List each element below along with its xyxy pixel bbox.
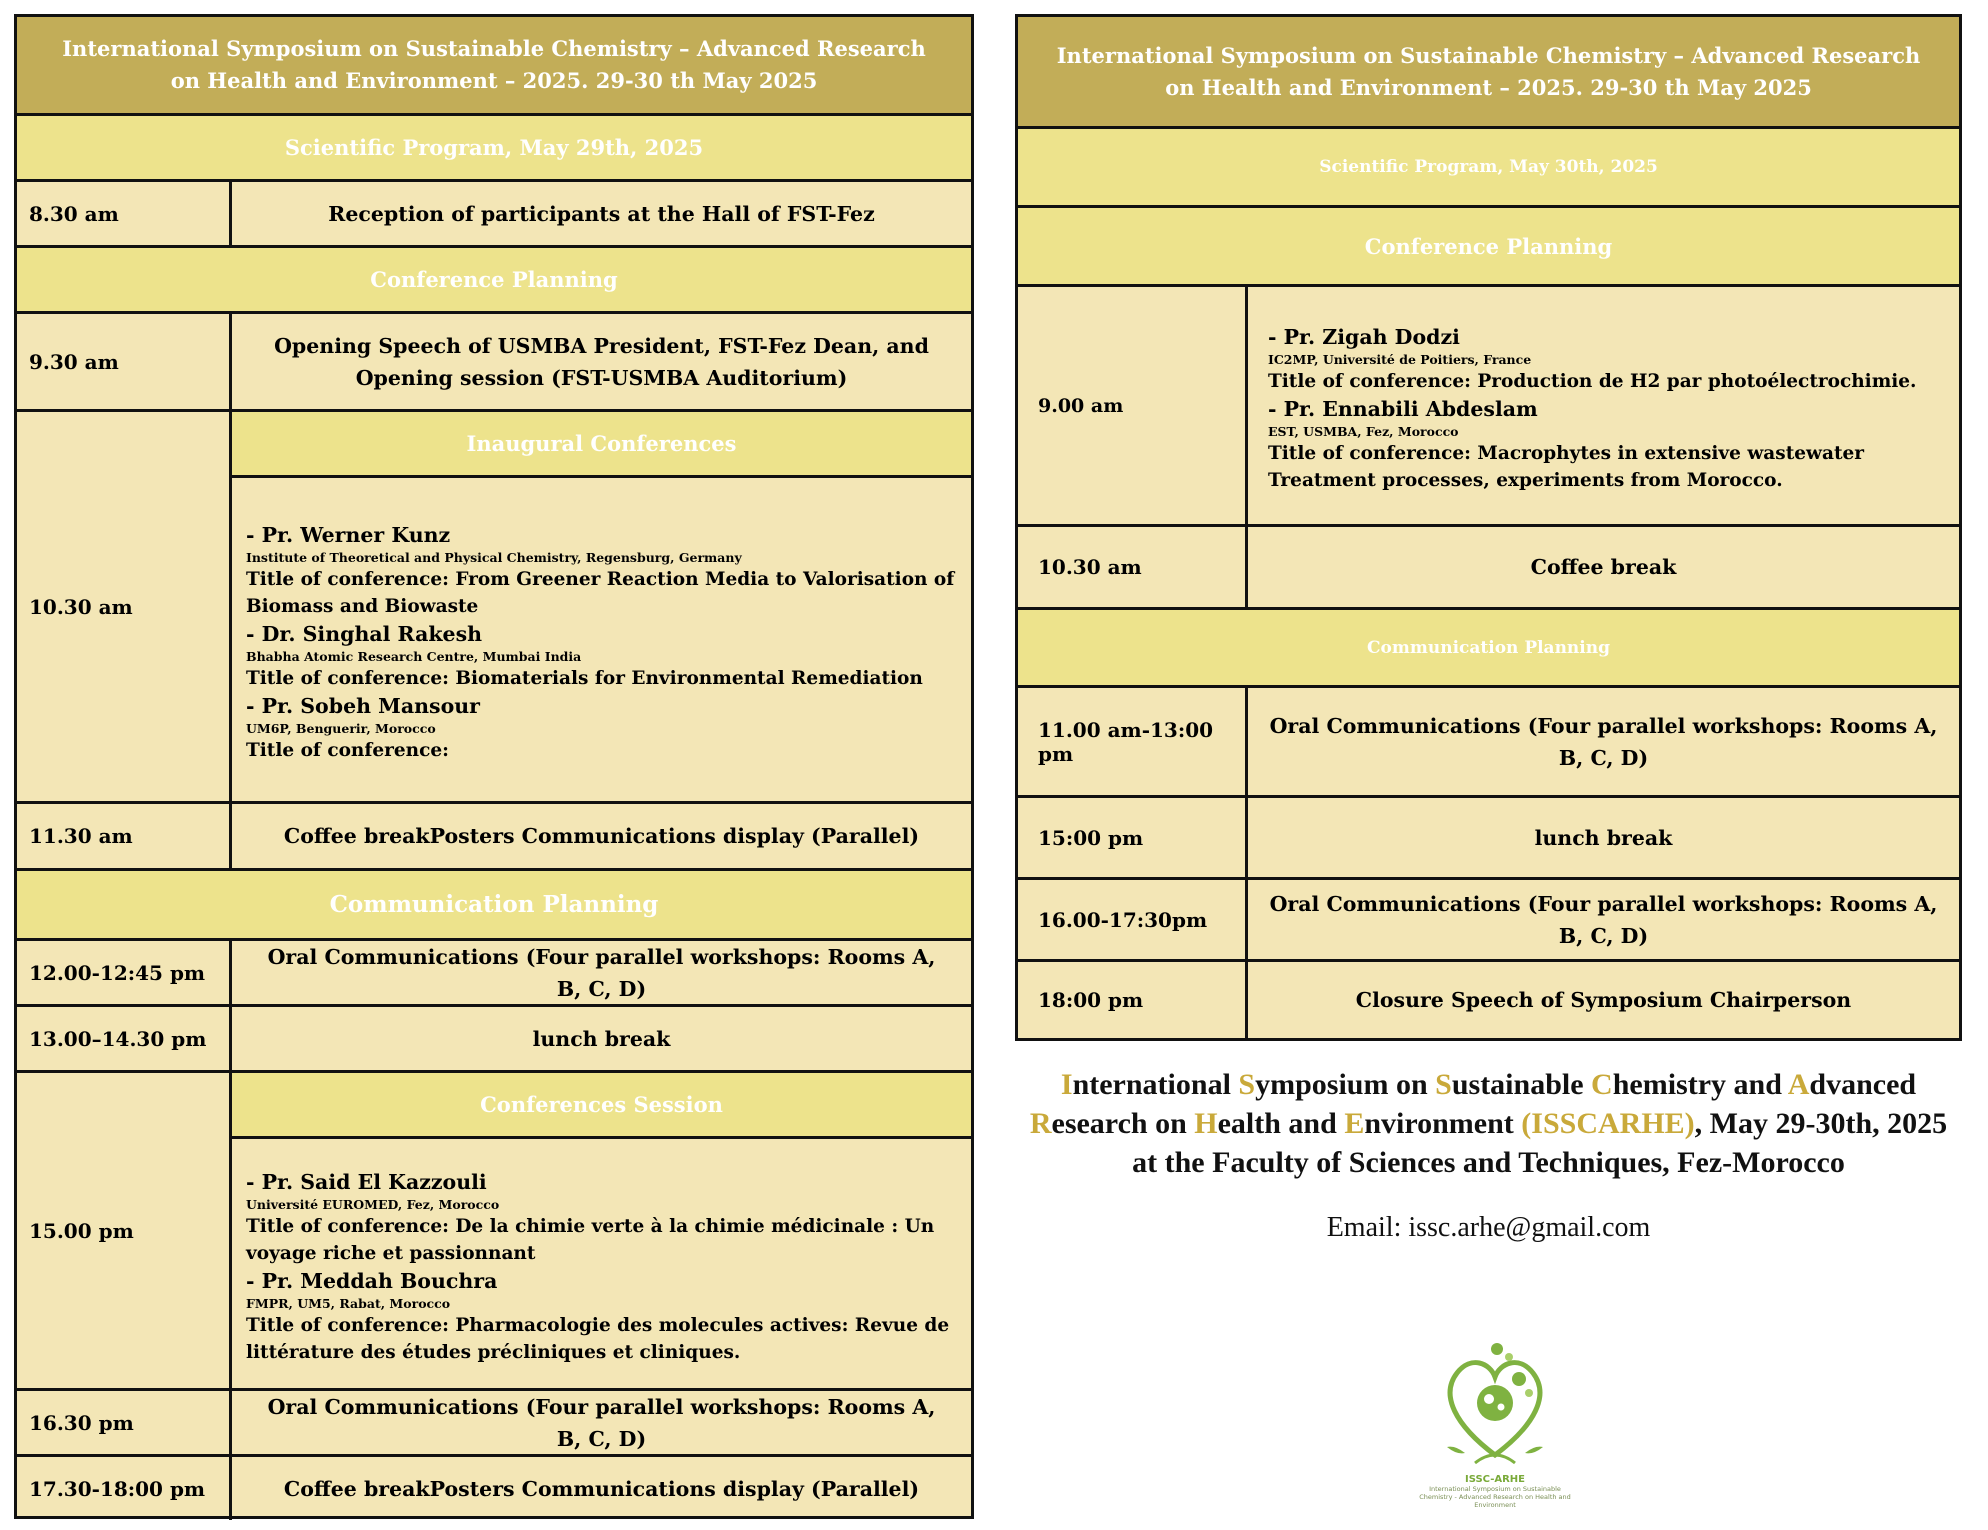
speaker-affiliation: Bhabha Atomic Research Centre, Mumbai India [246,649,582,664]
event-cell: Coffee breakPosters Communications display (Parallel) [283,1476,920,1501]
title-initial: (ISSCARHE) [1521,1107,1695,1140]
day2-closure-row [1018,962,1959,1038]
speaker-entry [1268,395,1945,494]
day1-communication-planning-band [17,871,971,941]
time-cell: 13.00–14.30 pm [17,1007,232,1070]
title-initial: H [1194,1107,1218,1140]
title-initial: A [1787,1068,1810,1101]
speaker-entry [246,1267,957,1366]
event-cell: Closure Speech of Symposium Chairperson [1355,988,1852,1012]
time-cell: 11.00 am-13:00 pm [1018,688,1248,795]
time-cell: 10.30 am [17,412,232,801]
day2-communication-planning-band [1018,610,1959,688]
title-text: hemistry and [1612,1068,1788,1101]
speaker-affiliation: FMPR, UM5, Rabat, Morocco [246,1295,451,1311]
day2-oral1-row [1018,688,1959,798]
speaker-name: - Pr. Zigah Dodzi [1268,325,1460,349]
speaker-name: - Pr. Sobeh Mansour [246,694,480,718]
event-cell: lunch break [1534,825,1673,850]
time-cell: 8.30 am [17,182,232,245]
symposium-footer [1015,1065,1962,1244]
title-text: ealth and [1217,1107,1345,1140]
day2-header-title: International Symposium on Sustainable Chemistry – Advanced Research on Health and Environment – 2025. 29-30 th May 2025 [1056,42,1921,100]
event-cell: Oral Communications (Four parallel workshops: Rooms A, B, C, D) [267,1394,936,1451]
speaker-entry [246,1168,957,1267]
time-cell: 18:00 pm [1018,962,1248,1038]
event-cell: lunch break [532,1026,671,1051]
speaker-name: - Dr. Singhal Rakesh [246,622,483,646]
speaker-entry [246,692,957,764]
event-cell: Oral Communications (Four parallel workshops: Rooms A, B, C, D) [1269,891,1938,948]
speaker-affiliation: IC2MP, Université de Poitiers, France [1268,352,1532,367]
section-label: Conference Planning [1364,233,1613,259]
day2-program-table [1015,14,1962,1041]
title-text: ustainable [1451,1068,1592,1101]
symposium-full-title [1015,1065,1962,1182]
title-text: nvironment [1364,1107,1522,1140]
day1-inaugural-row [17,412,971,804]
day2-program-label [1018,129,1959,208]
speaker-name: - Pr. Said El Kazzouli [246,1169,487,1194]
logo-name: ISSC-ARHE [1464,1474,1526,1485]
day1-coffee1-row [17,804,971,871]
conference-title: Title of conference: Biomaterials for Environmental Remediation [246,668,923,689]
speaker-name: - Pr. Werner Kunz [246,523,451,547]
day1-session-row [17,1073,971,1391]
speaker-name: - Pr. Ennabili Abdeslam [1268,397,1538,421]
title-initial: S [1238,1068,1256,1101]
day2-conf-row [1018,287,1959,527]
section-label: Communication Planning [329,891,659,918]
inaugural-band [232,412,971,478]
time-cell: 17.30-18:00 pm [17,1457,232,1520]
speaker-affiliation: Institute of Theoretical and Physical Chemistry, Regensburg, Germany [246,550,742,565]
speaker-entry [1268,323,1945,395]
day1-coffee2-row [17,1457,971,1520]
title-initial: I [1060,1068,1073,1101]
session-band [232,1073,971,1139]
day1-lunch-row [17,1007,971,1073]
event-cell: Reception of participants at the Hall of FST-Fez [328,201,875,226]
day2-header [1018,17,1959,129]
day2-program-date: Scientific Program, May 30th, 2025 [1319,157,1658,177]
inaugural-block [232,412,971,801]
title-initial: C [1591,1068,1613,1101]
section-label: Inaugural Conferences [466,431,737,456]
event-cell: Opening Speech of USMBA President, FST-Fez Dean, and Opening session (FST-USMBA Auditorium) [274,333,929,390]
conference-title: Title of conference: De la chimie verte à la chimie médicinale : Un voyage riche et passionnant [246,1215,935,1264]
section-label: Communication Planning [1367,637,1610,658]
speaker-affiliation: EST, USMBA, Fez, Morocco [1268,424,1459,439]
day1-oral2-row [17,1391,971,1457]
title-text: nternational [1072,1068,1239,1101]
day1-reception-row [17,182,971,248]
time-cell: 15:00 pm [1018,798,1248,877]
title-initial: S [1435,1068,1452,1101]
time-cell: 9.30 am [17,314,232,409]
time-cell: 12.00-12:45 pm [17,941,232,1004]
inaugural-speakers [232,478,971,801]
day2-lunch-row [1018,798,1959,880]
speaker-affiliation: Université EUROMED, Fez, Morocco [246,1196,500,1212]
day1-program-date: Scientific Program, May 29th, 2025 [284,135,704,160]
logo-caption: International Symposium on Sustainable Chemistry - Advanced Research on Health and Environment [1419,1485,1571,1509]
day1-oral1-row [17,941,971,1007]
day1-opening-row [17,314,971,412]
conference-title: Title of conference: Production de H2 par photoélectrochimie. [1268,371,1917,392]
session-speakers [232,1139,971,1388]
symposium-logo [1410,1335,1580,1510]
title-text: , May 29-30th, 2025 at the Faculty of Sciences and Techniques, Fez-Morocco [1132,1107,1948,1179]
speaker-entry [246,620,957,692]
event-cell: Oral Communications (Four parallel workshops: Rooms A, B, C, D) [1269,713,1938,770]
speaker-affiliation: UM6P, Benguerir, Morocco [246,721,436,736]
day2-conference-planning-band [1018,208,1959,287]
title-text: esearch on [1051,1107,1195,1140]
conference-title: Title of conference: [246,740,449,761]
section-label: Conference Planning [370,267,618,292]
day1-program-label [17,116,971,182]
conference-title: Title of conference: Macrophytes in extensive wastewater Treatment processes, experiments from Morocco. [1268,443,1865,491]
heart-leaf-logo-icon [1435,1335,1555,1470]
title-text: dvanced [1809,1068,1917,1101]
session-block [232,1073,971,1388]
day2-coffee-row [1018,527,1959,610]
day1-conference-planning-band [17,248,971,314]
event-cell: Coffee break [1530,555,1677,579]
day1-header [17,17,971,116]
contact-email: Email: issc.arhe@gmail.com [1326,1212,1651,1243]
time-cell: 16.30 pm [17,1391,232,1454]
event-cell: Oral Communications (Four parallel workshops: Rooms A, B, C, D) [267,944,936,1001]
title-initial: R [1029,1107,1052,1140]
title-text: ymposium on [1255,1068,1436,1101]
conference-title: Title of conference: Pharmacologie des molecules actives: Revue de littérature des études précliniques et cliniques. [246,1314,950,1363]
conference-title: Title of conference: From Greener Reaction Media to Valorisation of Biomass and Biowaste [246,569,955,617]
day2-oral2-row [1018,880,1959,962]
title-initial: E [1344,1107,1365,1140]
section-label: Conferences Session [480,1092,723,1117]
time-cell: 9.00 am [1018,287,1248,524]
time-cell: 16.00-17:30pm [1018,880,1248,959]
event-cell: Coffee breakPosters Communications display (Parallel) [283,824,920,848]
time-cell: 10.30 am [1018,527,1248,607]
speaker-name: - Pr. Meddah Bouchra [246,1268,498,1293]
speaker-entry [246,521,957,620]
time-cell: 15.00 pm [17,1073,232,1388]
day1-header-title: International Symposium on Sustainable Chemistry – Advanced Research on Health and Environment – 2025. 29-30 th May 2025 [62,36,926,93]
day1-program-table [14,14,974,1519]
day2-speakers [1248,287,1959,524]
time-cell: 11.30 am [17,804,232,868]
